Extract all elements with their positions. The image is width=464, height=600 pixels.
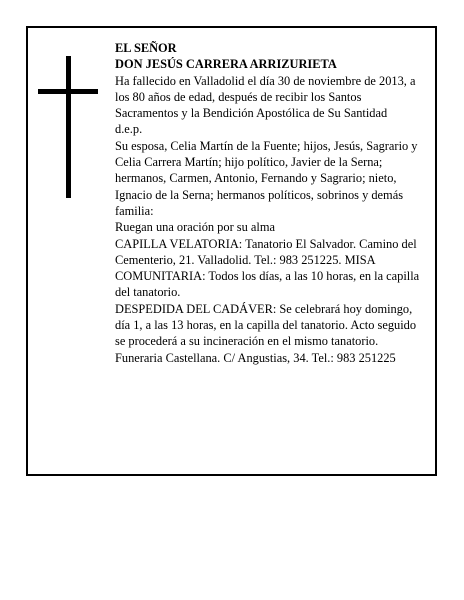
prayer-request: Ruegan una oración por su alma [115, 220, 275, 235]
deceased-name: DON JESÚS CARRERA ARRIZURIETA [115, 57, 337, 72]
cross-icon [38, 56, 98, 198]
family-list: Su esposa, Celia Martín de la Fuente; hijos, Jesús, Sagrario y Celia Carrera Martín; hijo político, Javier de la Serna; hermanos, Carmen, Antonio, Fernando y Sagrario; nieto, Ignacio de la Serna; hermanos políticos, sobrinos y demás familia: [115, 138, 418, 218]
title-line-1: EL SEÑOR [115, 41, 177, 55]
farewell-info: DESPEDIDA DEL CADÁVER: Se celebrará hoy domingo, día 1, a las 13 horas, en la capilla del tanatorio. Acto seguido se procederá a su incineración en el mismo tanatorio. [115, 301, 417, 349]
cross-horizontal-bar [38, 89, 98, 94]
funeral-home-info: Funeraria Castellana. C/ Angustias, 34. Tel.: 983 251225 [115, 350, 396, 365]
obituary-notice [26, 26, 437, 476]
notice-text [115, 40, 427, 366]
wake-chapel-info: CAPILLA VELATORIA: Tanatorio El Salvador. Camino del Cementerio, 21. Valladolid. Tel.: 983 251225. MISA COMUNITARIA: Todos los días, a las 10 horas, en la capilla del tanatorio. [115, 236, 420, 300]
death-announcement: Ha fallecido en Valladolid el día 30 de noviembre de 2013, a los 80 años de edad, después de recibir los Santos Sacramentos y la Bendición Apostólica de Su Santidad [115, 73, 416, 121]
cross-vertical-bar [66, 56, 71, 198]
dep-line: d.e.p. [115, 122, 143, 137]
